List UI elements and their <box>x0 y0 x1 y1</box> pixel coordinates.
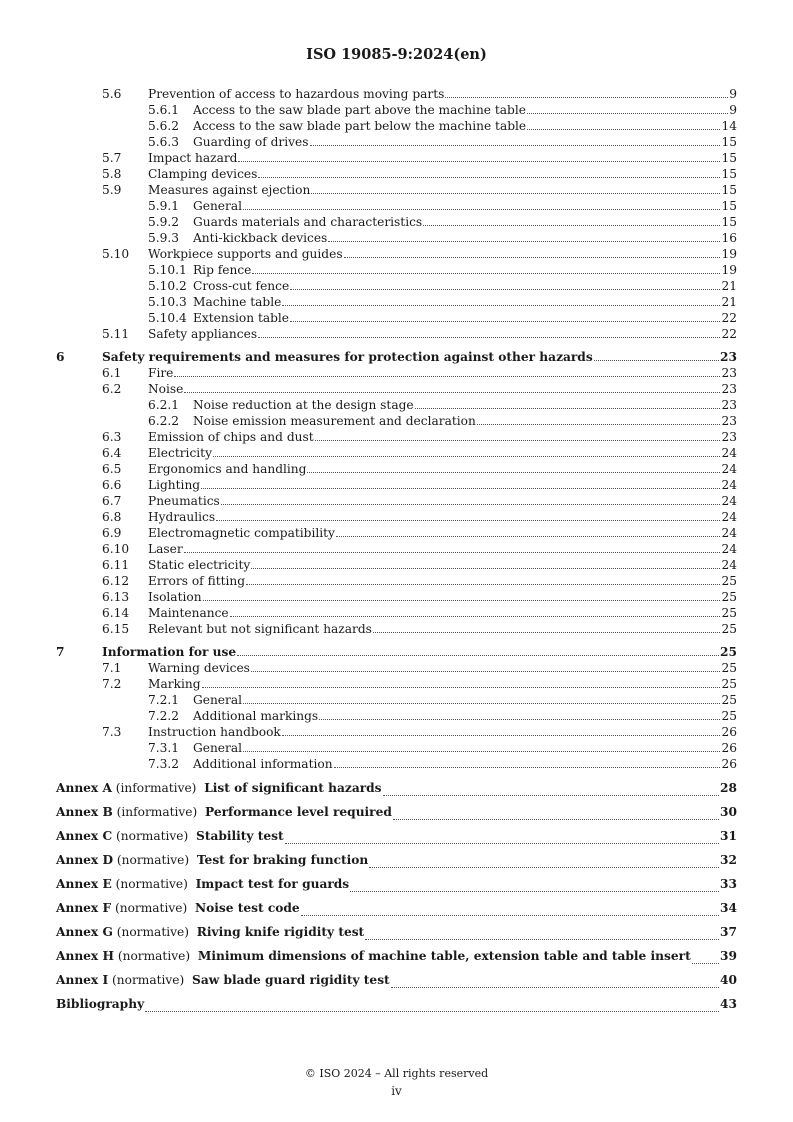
annex-label: Annex C <box>56 829 113 843</box>
annex-entry[interactable] <box>56 800 737 824</box>
dot-leader <box>202 687 721 688</box>
toc-entry[interactable] <box>56 182 737 198</box>
dot-leader <box>344 257 721 258</box>
dot-leader <box>301 915 719 916</box>
dot-leader <box>216 520 720 521</box>
toc-entry-title: Anti-kickback devices <box>193 231 328 245</box>
toc-entry-page: 15 <box>721 167 737 181</box>
toc-entry-page: 14 <box>721 119 737 133</box>
toc-entry[interactable] <box>56 150 737 166</box>
toc-entry[interactable] <box>56 349 737 365</box>
dot-leader <box>258 177 720 178</box>
table-of-contents <box>56 86 737 1016</box>
toc-entry-number: 6.8 <box>102 510 122 524</box>
toc-entry-number: 6.1 <box>102 366 122 380</box>
toc-entry-page: 22 <box>721 311 737 325</box>
dot-leader <box>692 963 719 964</box>
toc-entry-page: 23 <box>721 382 737 396</box>
toc-entry-number: 5.10.3 <box>148 295 187 309</box>
toc-entry-page: 15 <box>721 183 737 197</box>
toc-entry[interactable] <box>56 118 737 134</box>
toc-entry-title: Safety appliances <box>148 327 258 341</box>
toc-entry-title: Information for use <box>102 645 237 659</box>
dot-leader <box>238 161 720 162</box>
toc-entry[interactable] <box>56 214 737 230</box>
annex-label: Annex D <box>56 853 114 867</box>
toc-entry-page: 9 <box>729 87 737 101</box>
annex-title: Noise test code <box>194 901 300 915</box>
toc-entry-page: 23 <box>720 350 737 364</box>
toc-entry-title: Workpiece supports and guides <box>148 247 343 261</box>
toc-entry[interactable] <box>56 230 737 246</box>
dot-leader <box>415 408 721 409</box>
toc-entry-number: 6.15 <box>102 622 130 636</box>
toc-entry-page: 23 <box>721 366 737 380</box>
toc-entry-page: 21 <box>721 295 737 309</box>
dot-leader <box>213 456 721 457</box>
annex-entry[interactable] <box>56 968 737 992</box>
toc-entry-title: Safety requirements and measures for protection against other hazards <box>102 350 593 364</box>
dot-leader <box>203 600 721 601</box>
toc-entry-number: 5.10.4 <box>148 311 187 325</box>
toc-entry-page: 15 <box>721 215 737 229</box>
toc-entry-page: 19 <box>721 263 737 277</box>
toc-entry[interactable] <box>56 262 737 278</box>
toc-entry[interactable] <box>56 605 737 621</box>
toc-entry-title: Clamping devices <box>148 167 258 181</box>
toc-entry[interactable] <box>56 461 737 477</box>
toc-entry-number: 6.10 <box>102 542 130 556</box>
toc-entry-title: Marking <box>148 677 201 691</box>
bibliography-page: 43 <box>720 997 737 1011</box>
dot-leader <box>243 751 720 752</box>
toc-entry-page: 24 <box>721 446 737 460</box>
annex-entry[interactable] <box>56 896 737 920</box>
annex-title: Performance level required <box>205 805 392 819</box>
toc-entry[interactable] <box>56 740 737 756</box>
toc-entry-number: 6 <box>56 350 65 364</box>
dot-leader <box>246 584 720 585</box>
dot-leader <box>282 305 720 306</box>
dot-leader <box>243 209 720 210</box>
dot-leader <box>334 767 721 768</box>
toc-entry-page: 24 <box>721 462 737 476</box>
annex-label: Annex I <box>56 973 109 987</box>
toc-entry[interactable] <box>56 525 737 541</box>
toc-entry[interactable] <box>56 326 737 342</box>
dot-leader <box>310 145 721 146</box>
bibliography-title: Bibliography <box>56 997 145 1011</box>
annex-entry[interactable] <box>56 944 737 968</box>
dot-leader <box>365 939 719 940</box>
toc-entry-title: Noise reduction at the design stage <box>193 398 414 412</box>
toc-entry[interactable] <box>56 365 737 381</box>
toc-entry-page: 24 <box>721 494 737 508</box>
toc-entry-number: 5.6.1 <box>148 103 180 117</box>
annex-entry[interactable] <box>56 824 737 848</box>
annex-page: 34 <box>720 901 737 915</box>
annex-kind: (normative) <box>115 877 188 891</box>
dot-leader <box>184 552 721 553</box>
toc-entry-page: 15 <box>721 199 737 213</box>
toc-entry-number: 7.3.1 <box>148 741 180 755</box>
dot-leader <box>251 671 721 672</box>
dot-leader <box>174 376 720 377</box>
dot-leader <box>328 241 720 242</box>
dot-leader <box>393 819 719 820</box>
toc-entry-page: 22 <box>721 327 737 341</box>
annex-kind: (normative) <box>116 925 189 939</box>
toc-entry-page: 25 <box>720 645 737 659</box>
toc-entry[interactable] <box>56 86 737 102</box>
dot-leader <box>369 867 719 868</box>
dot-leader <box>258 337 720 338</box>
toc-entry-title: Static electricity <box>148 558 251 572</box>
dot-leader <box>445 97 728 98</box>
toc-entry-title: Impact hazard <box>148 151 238 165</box>
toc-entry[interactable] <box>56 429 737 445</box>
dot-leader <box>311 193 720 194</box>
toc-entry-number: 5.10.2 <box>148 279 187 293</box>
toc-entry[interactable] <box>56 477 737 493</box>
toc-entry-title: Ergonomics and handling <box>148 462 307 476</box>
toc-entry-number: 6.9 <box>102 526 122 540</box>
toc-entry-title: Maintenance <box>148 606 229 620</box>
annex-title: Saw blade guard rigidity test <box>192 973 390 987</box>
toc-entry-page: 24 <box>721 478 737 492</box>
toc-entry[interactable] <box>56 413 737 429</box>
toc-entry-title: Additional markings <box>193 709 319 723</box>
dot-leader <box>230 616 721 617</box>
toc-entry-title: Emission of chips and dust <box>148 430 314 444</box>
toc-entry[interactable] <box>56 198 737 214</box>
toc-entry-number: 7.1 <box>102 661 122 675</box>
document-header: ISO 19085-9:2024(en) <box>306 46 487 63</box>
toc-entry-number: 6.4 <box>102 446 122 460</box>
annex-title: List of significant hazards <box>204 781 382 795</box>
toc-entry[interactable] <box>56 708 737 724</box>
toc-entry-number: 7.3.2 <box>148 757 180 771</box>
toc-entry-number: 6.2 <box>102 382 122 396</box>
toc-entry[interactable] <box>56 541 737 557</box>
copyright-footer: © ISO 2024 – All rights reserved <box>304 1067 489 1080</box>
toc-entry[interactable] <box>56 445 737 461</box>
toc-entry[interactable] <box>56 573 737 589</box>
annex-entry[interactable] <box>56 848 737 872</box>
toc-entry-title: Hydraulics <box>148 510 216 524</box>
annex-kind: (normative) <box>114 901 188 915</box>
toc-entry-page: 16 <box>721 231 737 245</box>
annex-kind: (informative) <box>116 805 198 819</box>
annex-title: Stability test <box>196 829 284 843</box>
toc-entry-number: 5.11 <box>102 327 130 341</box>
toc-entry-page: 25 <box>721 709 737 723</box>
toc-entry-page: 24 <box>721 510 737 524</box>
annex-entry[interactable] <box>56 872 737 896</box>
toc-entry-title: General <box>193 693 242 707</box>
dot-leader <box>237 655 719 656</box>
annex-label: Annex H <box>56 949 114 963</box>
dot-leader <box>221 504 721 505</box>
toc-entry-title: Extension table <box>193 311 290 325</box>
dot-leader <box>319 719 720 720</box>
toc-entry-number: 7.2.1 <box>148 693 180 707</box>
toc-entry-number: 5.9 <box>102 183 122 197</box>
toc-entry-title: General <box>193 199 242 213</box>
annex-kind: (normative) <box>116 853 190 867</box>
toc-entry-page: 25 <box>721 574 737 588</box>
toc-entry-number: 5.10.1 <box>148 263 187 277</box>
toc-entry-title: Cross-cut fence <box>193 279 290 293</box>
toc-entry-number: 6.6 <box>102 478 122 492</box>
toc-entry[interactable] <box>56 246 737 262</box>
toc-entry-page: 25 <box>721 590 737 604</box>
toc-entry-page: 19 <box>721 247 737 261</box>
annex-title: Test for braking function <box>196 853 369 867</box>
toc-entry-page: 15 <box>721 135 737 149</box>
page-number: iv <box>391 1084 402 1098</box>
dot-leader <box>315 440 721 441</box>
dot-leader <box>423 225 720 226</box>
dot-leader <box>252 273 720 274</box>
annex-entry[interactable] <box>56 776 737 800</box>
toc-entry-number: 7.3 <box>102 725 122 739</box>
toc-entry[interactable] <box>56 509 737 525</box>
annex-page: 40 <box>720 973 737 987</box>
toc-entry-page: 24 <box>721 526 737 540</box>
dot-leader <box>336 536 721 537</box>
toc-entry-number: 6.11 <box>102 558 130 572</box>
annex-title: Impact test for guards <box>195 877 350 891</box>
toc-entry-title: Isolation <box>148 590 202 604</box>
dot-leader <box>527 129 720 130</box>
dot-leader <box>145 1011 719 1012</box>
annex-title: Riving knife rigidity test <box>196 925 365 939</box>
annex-title: Minimum dimensions of machine table, extension table and table insert <box>197 949 691 963</box>
dot-leader <box>251 568 720 569</box>
toc-entry-title: General <box>193 741 242 755</box>
toc-entry-title: Fire <box>148 366 174 380</box>
toc-entry-title: Noise <box>148 382 184 396</box>
dot-leader <box>383 795 720 796</box>
toc-entry[interactable] <box>56 381 737 397</box>
toc-entry[interactable] <box>56 676 737 692</box>
toc-entry-number: 6.2.1 <box>148 398 180 412</box>
toc-entry-number: 6.3 <box>102 430 122 444</box>
toc-entry[interactable] <box>56 644 737 660</box>
toc-entry-page: 15 <box>721 151 737 165</box>
toc-entry-page: 23 <box>721 398 737 412</box>
toc-entry-number: 5.6.2 <box>148 119 180 133</box>
toc-entry-page: 26 <box>721 741 737 755</box>
toc-entry-page: 26 <box>721 725 737 739</box>
toc-entry-title: Pneumatics <box>148 494 220 508</box>
toc-entry-number: 6.5 <box>102 462 122 476</box>
toc-entry-page: 25 <box>721 677 737 691</box>
dot-leader <box>373 632 721 633</box>
toc-entry-page: 26 <box>721 757 737 771</box>
toc-entry[interactable] <box>56 724 737 740</box>
toc-entry[interactable] <box>56 166 737 182</box>
toc-entry-page: 25 <box>721 606 737 620</box>
annex-kind: (normative) <box>117 949 191 963</box>
toc-entry-number: 5.6.3 <box>148 135 180 149</box>
annex-kind: (informative) <box>115 781 197 795</box>
dot-leader <box>290 289 720 290</box>
toc-entry-number: 6.13 <box>102 590 130 604</box>
toc-entry-number: 5.8 <box>102 167 122 181</box>
toc-entry[interactable] <box>56 660 737 676</box>
toc-entry-title: Warning devices <box>148 661 250 675</box>
toc-entry-number: 5.9.3 <box>148 231 180 245</box>
toc-entry-page: 23 <box>721 430 737 444</box>
dot-leader <box>243 703 720 704</box>
toc-entry-page: 24 <box>721 558 737 572</box>
toc-entry-number: 5.6 <box>102 87 122 101</box>
toc-entry-page: 23 <box>721 414 737 428</box>
toc-entry[interactable] <box>56 397 737 413</box>
dot-leader <box>391 987 719 988</box>
toc-entry[interactable] <box>56 134 737 150</box>
annex-kind: (normative) <box>116 829 189 843</box>
annex-label: Annex F <box>56 901 112 915</box>
dot-leader <box>527 113 728 114</box>
annex-entry[interactable] <box>56 920 737 944</box>
toc-entry-number: 6.7 <box>102 494 122 508</box>
annex-page: 37 <box>720 925 737 939</box>
toc-entry-title: Electricity <box>148 446 212 460</box>
dot-leader <box>290 321 720 322</box>
annex-page: 28 <box>720 781 737 795</box>
toc-entry-page: 25 <box>721 661 737 675</box>
dot-leader <box>285 843 719 844</box>
toc-entry-number: 6.12 <box>102 574 130 588</box>
toc-entry-number: 7 <box>56 645 65 659</box>
annex-label: Annex G <box>56 925 113 939</box>
toc-entry-number: 5.7 <box>102 151 122 165</box>
toc-entry-title: Rip fence <box>193 263 252 277</box>
toc-entry[interactable] <box>56 557 737 573</box>
annex-page: 31 <box>720 829 737 843</box>
toc-entry-page: 25 <box>721 693 737 707</box>
toc-entry[interactable] <box>56 589 737 605</box>
toc-entry-number: 7.2 <box>102 677 122 691</box>
dot-leader <box>350 891 719 892</box>
toc-entry[interactable] <box>56 310 737 326</box>
toc-entry-number: 5.9.1 <box>148 199 180 213</box>
annex-label: Annex E <box>56 877 112 891</box>
toc-entry-title: Prevention of access to hazardous moving parts <box>148 87 445 101</box>
bibliography-entry[interactable] <box>56 992 737 1016</box>
toc-entry[interactable] <box>56 294 737 310</box>
toc-entry-number: 6.2.2 <box>148 414 180 428</box>
toc-entry-page: 21 <box>721 279 737 293</box>
toc-entry-title: Access to the saw blade part below the machine table <box>193 119 527 133</box>
dot-leader <box>477 424 721 425</box>
toc-entry-number: 5.9.2 <box>148 215 180 229</box>
toc-entry-page: 9 <box>729 103 737 117</box>
toc-entry-title: Lighting <box>148 478 201 492</box>
toc-entry-title: Measures against ejection <box>148 183 311 197</box>
dot-leader <box>594 360 719 361</box>
toc-entry[interactable] <box>56 692 737 708</box>
toc-entry-number: 7.2.2 <box>148 709 180 723</box>
annex-label: Annex B <box>56 805 113 819</box>
toc-entry-page: 25 <box>721 622 737 636</box>
toc-entry-title: Guarding of drives <box>193 135 309 149</box>
toc-entry-page: 24 <box>721 542 737 556</box>
toc-entry-title: Access to the saw blade part above the machine table <box>193 103 526 117</box>
toc-entry[interactable] <box>56 278 737 294</box>
toc-entry-title: Guards materials and characteristics <box>193 215 423 229</box>
toc-entry-title: Machine table <box>193 295 282 309</box>
toc-entry-title: Additional information <box>193 757 333 771</box>
annex-kind: (normative) <box>112 973 185 987</box>
dot-leader <box>282 735 721 736</box>
toc-entry-title: Laser <box>148 542 183 556</box>
toc-entry[interactable] <box>56 102 737 118</box>
annex-label: Annex A <box>56 781 112 795</box>
dot-leader <box>307 472 720 473</box>
toc-entry[interactable] <box>56 621 737 637</box>
dot-leader <box>201 488 720 489</box>
toc-entry-title: Errors of fitting <box>148 574 246 588</box>
toc-entry[interactable] <box>56 756 737 772</box>
annex-page: 32 <box>720 853 737 867</box>
toc-entry-title: Noise emission measurement and declaration <box>193 414 476 428</box>
toc-entry-title: Electromagnetic compatibility <box>148 526 335 540</box>
annex-page: 30 <box>720 805 737 819</box>
annex-page: 39 <box>720 949 737 963</box>
toc-entry-number: 5.10 <box>102 247 130 261</box>
toc-entry[interactable] <box>56 493 737 509</box>
toc-entry-title: Relevant but not significant hazards <box>148 622 372 636</box>
annex-page: 33 <box>720 877 737 891</box>
toc-entry-title: Instruction handbook <box>148 725 281 739</box>
toc-entry-number: 6.14 <box>102 606 130 620</box>
dot-leader <box>184 392 720 393</box>
